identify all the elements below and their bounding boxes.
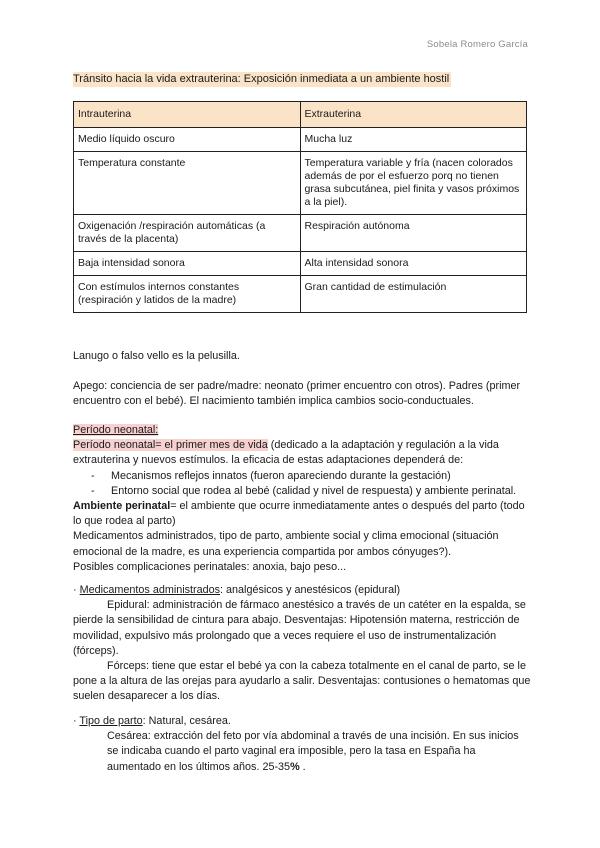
table-cell: Baja intensidad sonora	[74, 252, 301, 276]
complicaciones-text: Posibles complicaciones perinatales: anoxia, bajo peso...	[73, 560, 347, 573]
parto-text: : Natural, cesárea.	[142, 715, 231, 727]
list-item: - Entorno social que rodea al bebé (calidad y nivel de respuesta) y ambiente perinatal.	[91, 484, 517, 497]
medicamentos-section	[73, 583, 531, 705]
parto-section	[73, 714, 531, 775]
table-row	[74, 276, 527, 313]
neonatal-definition-text: (dedicado a la adaptación y regulación a la vida extrauterina y nuevos estímulos. la eficacia de estas adaptaciones dependerá de:	[73, 439, 499, 467]
list-item: - Mecanismos reflejos innatos (fueron apareciendo durante la gestación)	[91, 469, 451, 482]
author-name: Sobela Romero García	[426, 39, 528, 50]
table-row	[74, 252, 527, 276]
bullet-dot: ·	[73, 715, 80, 727]
lanugo-paragraph: Lanugo o falso vello es la pelusilla.	[73, 350, 240, 362]
epidural-paragraph: Epidural: administración de fármaco anestésico a través de un catéter en la espalda, se pierde la sensibilidad de cintura para abajo. Desventajas: Hipotensión materna, restricción de movilidad, expulsivo más prolongado que a veces requiere el uso de instrumentalización (fórceps).	[73, 599, 526, 657]
table-cell: Respiración autónoma	[300, 215, 527, 252]
cesarea-text: Cesárea: extracción del feto por vía abdominal a través de una incisión. En sus inicios se indicaba cuando el parto vaginal era imposible, pero la tasa en España ha aumentado en los últimos años. 25-35	[107, 730, 519, 773]
parto-label: Tipo de parto	[79, 715, 143, 727]
ambiente-perinatal	[73, 499, 531, 529]
list-item-text: Mecanismos reflejos innatos (fueron apareciendo durante la gestación)	[111, 469, 451, 482]
list-item-text: Entorno social que rodea al bebé (calidad y nivel de respuesta) y ambiente perinatal.	[111, 484, 517, 497]
forceps-paragraph: Fórceps: tiene que estar el bebé ya con la cabeza totalmente en el canal de parto, se le pone a la altura de las orejas para ayudarlo a salir. Desventajas: contusiones o hematomas que suelen desaparecer a los días.	[73, 660, 531, 703]
table-row	[74, 128, 527, 152]
ambiente-text: = el ambiente que ocurre inmediatamente antes o después del parto (todo lo que rodea al parto)	[73, 500, 525, 528]
table-row	[74, 152, 527, 215]
neonatal-definition	[73, 438, 531, 468]
table-row	[74, 215, 527, 252]
table-cell: Gran cantidad de estimulación	[300, 276, 527, 313]
table-cell: Con estímulos internos constantes (respiración y latidos de la madre)	[74, 276, 301, 313]
table-cell: Oxigenación /respiración automáticas (a través de la placenta)	[74, 215, 301, 252]
table-cell: Mucha luz	[300, 128, 527, 152]
comparison-table	[73, 101, 527, 313]
table-cell: Temperatura constante	[74, 152, 301, 215]
medicamentos-label: Medicamentos administrados	[79, 584, 221, 596]
neonatal-definition-highlight: Período neonatal= el primer mes de vida	[73, 439, 268, 452]
apego-paragraph: Apego: conciencia de ser padre/madre: neonato (primer encuentro con otros). Padres (primer encuentro con el bebé). El nacimiento también implica cambios socio-conductuales.	[73, 380, 521, 408]
neonatal-section	[73, 423, 531, 575]
table-cell: Alta intensidad sonora	[300, 252, 527, 276]
header-extrauterina: Extrauterina	[300, 102, 527, 128]
cesarea-paragraph	[73, 729, 531, 775]
cesarea-percent: %	[290, 760, 300, 773]
table-cell: Temperatura variable y fría (nacen colorados además de por el esfuerzo porq no tienen grasa subcutánea, piel finita y vasos próximos a la piel).	[300, 152, 527, 215]
neonatal-heading: Período neonatal:	[73, 424, 159, 436]
table-cell: Medio líquido oscuro	[74, 128, 301, 152]
bullet-dot: ·	[73, 584, 80, 596]
ambiente-label: Ambiente perinatal	[73, 500, 171, 513]
medicamentos-text: : analgésicos y anestésicos (epidural)	[220, 584, 401, 596]
cesarea-end: .	[299, 760, 306, 773]
table-header-row	[74, 102, 527, 128]
header-intrauterina: Intrauterina	[74, 102, 301, 128]
section-title: Tránsito hacia la vida extrauterina: Exposición inmediata a un ambiente hostil	[73, 73, 450, 85]
factores-text: Medicamentos administrados, tipo de parto, ambiente social y clima emocional (situación emocional de la madre, es una experiencia compartida por ambos cónyuges?).	[73, 530, 499, 558]
